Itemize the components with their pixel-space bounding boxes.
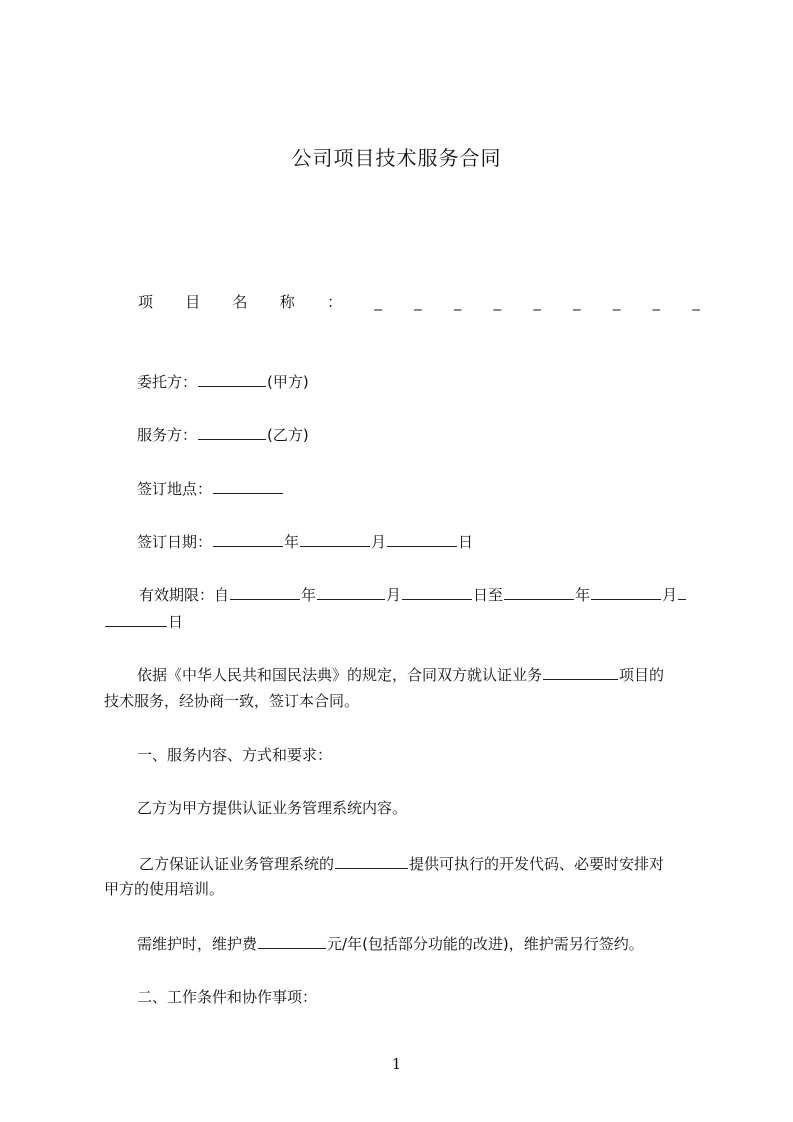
validity-month1-blank[interactable] — [317, 584, 385, 600]
signing-year-unit: 年 — [284, 533, 300, 551]
project-name-dash: _ — [533, 293, 541, 311]
validity-line-cont — [104, 611, 183, 632]
validity-year1-blank[interactable] — [230, 584, 300, 600]
project-name-dash: _ — [493, 293, 502, 311]
signing-place-label: 签订地点： — [137, 480, 213, 498]
validity-day1-blank[interactable] — [402, 584, 472, 600]
project-name-char: 项 — [138, 293, 154, 311]
provider-suffix: (乙方) — [267, 426, 309, 444]
project-name-dash: _ — [414, 293, 422, 311]
validity-year2-unit: 年 — [575, 586, 591, 604]
section-1-heading: 一、服务内容、方式和要求： — [137, 746, 333, 764]
validity-month1-unit: 月 — [386, 586, 402, 604]
intro-text-b: 项目的 — [619, 666, 665, 684]
validity-day2-unit: 日 — [168, 613, 184, 631]
para-2-text-b: 提供可执行的开发代码、必要时安排对 — [409, 855, 665, 873]
para-3-text-a: 需维护时，维护费 — [137, 935, 258, 953]
document-title: 公司项目技术服务合同 — [291, 146, 502, 170]
para-2-line-2: 甲方的使用培训。 — [104, 880, 225, 898]
maintenance-fee-blank[interactable] — [258, 933, 326, 949]
signing-month-blank[interactable] — [300, 531, 370, 547]
project-name-char: 名 — [232, 293, 248, 311]
project-name-char: 称 — [279, 293, 295, 311]
signing-month-unit: 月 — [371, 533, 387, 551]
validity-day-to: 日至 — [473, 586, 504, 604]
client-suffix: (甲方) — [267, 373, 309, 391]
client-blank[interactable] — [198, 371, 266, 387]
intro-line-1 — [137, 664, 664, 685]
project-name-char: 目 — [185, 293, 201, 311]
provider-blank[interactable] — [198, 424, 266, 440]
validity-day2-blank[interactable] — [105, 611, 167, 627]
para-3 — [137, 933, 644, 954]
signing-day-blank[interactable] — [387, 531, 457, 547]
validity-line — [139, 584, 687, 605]
intro-text-a: 依据《中华人民共和国民法典》的规定，合同双方就认证业务 — [137, 666, 543, 684]
validity-month2-unit: 月 — [662, 586, 678, 604]
intro-line-2: 技术服务，经协商一致，签订本合同。 — [104, 692, 360, 710]
para-3-text-b: 元/年(包括部分功能的改进)，维护需另行签约。 — [327, 935, 644, 953]
signing-date-label: 签订日期： — [137, 533, 213, 551]
signing-day-unit: 日 — [458, 533, 474, 551]
project-name-dash: _ — [374, 293, 382, 311]
project-name-dash: _ — [692, 293, 700, 311]
provider-line — [137, 424, 309, 445]
para-2-blank[interactable] — [335, 853, 408, 869]
signing-place-line — [137, 478, 284, 499]
validity-year1-unit: 年 — [301, 586, 317, 604]
para-2-line-1 — [139, 853, 664, 874]
project-name-dash: _ — [612, 293, 621, 311]
signing-place-blank[interactable] — [213, 478, 283, 494]
validity-month2-blank[interactable] — [591, 584, 661, 600]
project-name-dash: _ — [652, 293, 661, 311]
client-line — [137, 371, 309, 392]
project-name-dash: _ — [453, 293, 462, 311]
signing-date-line — [137, 531, 473, 552]
provider-label: 服务方： — [137, 426, 198, 444]
para-2-text-a: 乙方保证认证业务管理系统的 — [139, 855, 335, 873]
validity-label: 有效期限：自 — [139, 586, 230, 604]
intro-project-blank[interactable] — [543, 664, 618, 680]
section-2-heading: 二、工作条件和协作事项： — [137, 988, 318, 1006]
client-label: 委托方： — [137, 373, 198, 391]
project-name-dash: _ — [573, 293, 581, 311]
page-number: 1 — [391, 1055, 402, 1073]
para-1: 乙方为甲方提供认证业务管理系统内容。 — [137, 799, 408, 817]
validity-year2-blank[interactable] — [504, 584, 574, 600]
validity-day2-blank-start[interactable] — [678, 584, 686, 600]
signing-year-blank[interactable] — [213, 531, 283, 547]
project-name-colon: ： — [327, 293, 343, 311]
project-name-line — [138, 292, 700, 312]
